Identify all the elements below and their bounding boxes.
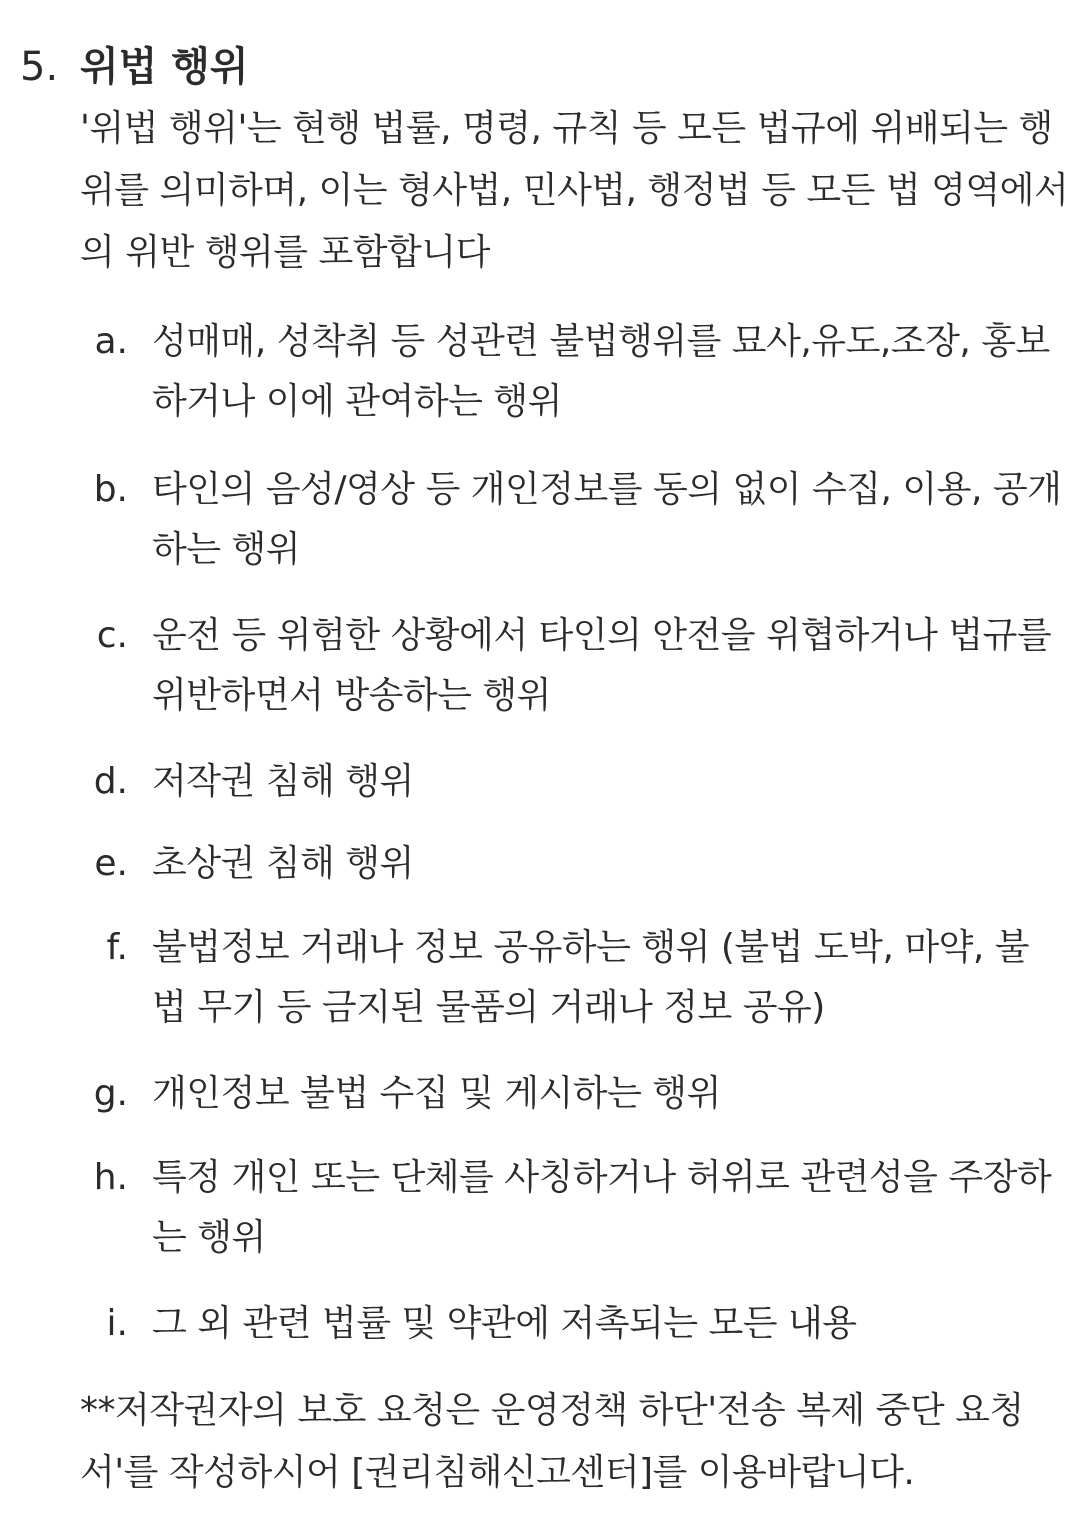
list-item-text: 개인정보 불법 수집 및 게시하는 행위	[152, 1073, 721, 1114]
list-item-marker: f.	[106, 927, 128, 968]
list-item-text: 운전 등 위험한 상황에서 타인의 안전을 위협하거나 법규를 위반하면서 방송하는 행위	[152, 615, 1052, 716]
list-item-marker: e.	[94, 843, 128, 884]
list-item-marker: d.	[93, 761, 128, 802]
list-item-text: 저작권 침해 행위	[152, 761, 414, 802]
section-title: 위법 행위	[80, 44, 249, 90]
list-item-marker: i.	[106, 1303, 128, 1344]
list-item-marker: c.	[96, 615, 128, 656]
list-item-text: 불법정보 거래나 정보 공유하는 행위 (불법 도박, 마약, 불법 무기 등 금지된 물품의 거래나 정보 공유)	[152, 927, 1030, 1028]
list-item-text: 초상권 침해 행위	[152, 843, 414, 884]
list-item-marker: g.	[93, 1073, 128, 1114]
section-heading	[20, 40, 249, 94]
list-item-marker: h.	[93, 1157, 128, 1198]
list-item-marker: a.	[94, 321, 128, 362]
copyright-note: **저작권자의 보호 요청은 운영정책 하단'전송 복제 중단 요청서'를 작성하시어 [권리침해신고센터]를 이용바랍니다.	[80, 1390, 1024, 1493]
list-item-text: 특정 개인 또는 단체를 사칭하거나 허위로 관련성을 주장하는 행위	[152, 1157, 1052, 1258]
list-item-text: 성매매, 성착취 등 성관련 불법행위를 묘사,유도,조장, 홍보하거나 이에 관여하는 행위	[152, 321, 1050, 422]
list-item-text: 그 외 관련 법률 및 약관에 저촉되는 모든 내용	[152, 1303, 857, 1344]
section-number: 5.	[20, 44, 59, 90]
section-description: '위법 행위'는 현행 법률, 명령, 규칙 등 모든 법규에 위배되는 행위를 의미하며, 이는 형사법, 민사법, 행정법 등 모든 법 영역에서의 위반 행위를 포함합니다	[80, 108, 1069, 273]
list-item-text: 타인의 음성/영상 등 개인정보를 동의 없이 수집, 이용, 공개하는 행위	[152, 469, 1062, 570]
list-item-marker: b.	[93, 469, 128, 510]
